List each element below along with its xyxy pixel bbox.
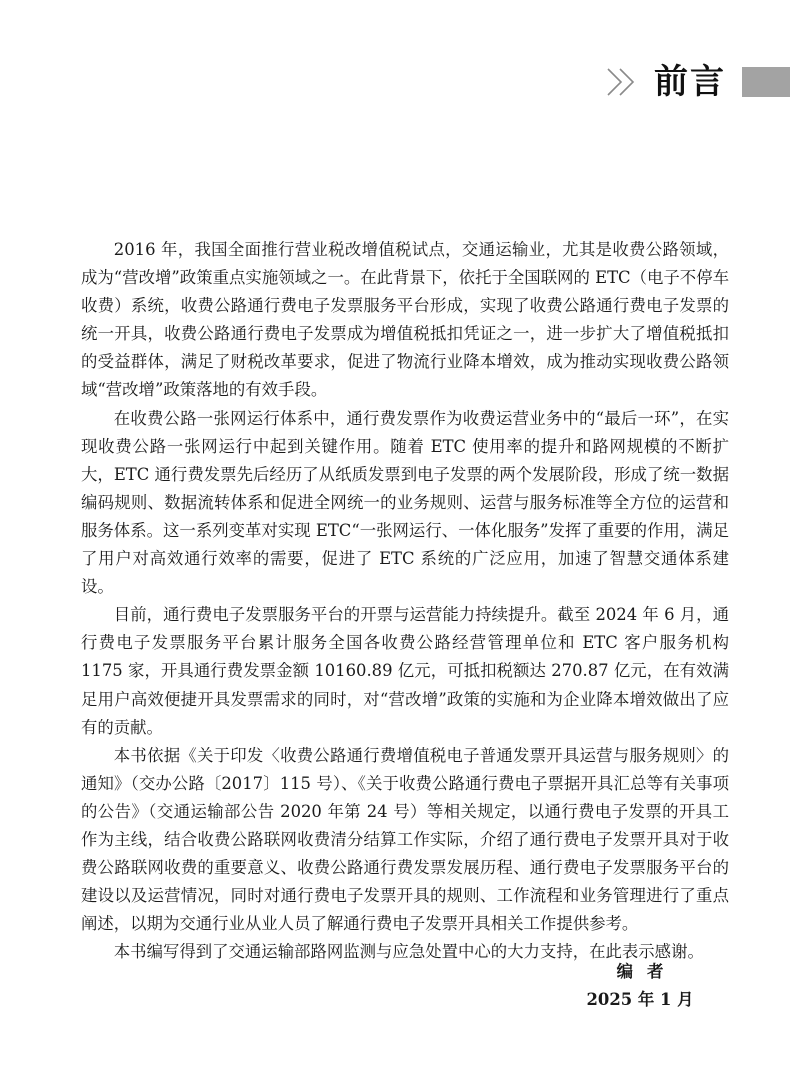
paragraph-2: 在收费公路一张网运行体系中，通行费发票作为收费运营业务中的“最后一环”，在实现收费公路一张网运行中起到关键作用。随着 ETC 使用率的提升和路网规模的不断扩大，ETC 通行费发票先后经历了从纸质发票到电子发票的两个发展阶段，形成了统一数据编码规则、数据流转体系和促进全网统一的业务规则、运营与服务标准等全方位的运营和服务体系。这一系列变革对实现 ETC“一张网运行、一体化服务”发挥了重要的作用，满足了用户对高效通行效率的需要，促进了 ETC 系统的广泛应用，加速了智慧交通体系建设。	[81, 408, 729, 597]
paragraph-5: 本书编写得到了交通运输部路网监测与应急处置中心的大力支持，在此表示感谢。	[113, 942, 704, 962]
double-chevron-icon	[604, 66, 644, 98]
signature-author: 编者	[616, 962, 678, 981]
page-title: 前言	[654, 62, 726, 102]
paragraph-1: 2016 年，我国全面推行营业税改增值税试点，交通运输业，尤其是收费公路领域，成为“营改增”政策重点实施领域之一。在此背景下，依托于全国联网的 ETC（电子不停车收费）系统，收费公路通行费电子发票服务平台形成，实现了收费公路通行费电子发票的统一开具，收费公路通行费电子发票成为增值税抵扣凭证之一，进一步扩大了增值税抵扣的受益群体，满足了财税改革要求，促进了物流行业降本增效，成为推动实现收费公路领域“营改增”政策落地的有效手段。	[81, 240, 729, 400]
paragraph-4: 本书依据《关于印发〈收费公路通行费增值税电子普通发票开具运营与服务规则〉的通知》（交办公路〔2017〕115 号）、《关于收费公路通行费电子票据开具汇总等有关事项的公告》（交通运输部公告 2020 年第 24 号）等相关规定，以通行费电子发票的开具工作为主线，结合收费公路联网收费清分结算工作实际，介绍了通行费电子发票开具对于收费公路联网收费的重要意义、收费公路通行费发票发展历程、通行费电子发票服务平台的建设以及运营情况，同时对通行费电子发票开具的规则、工作流程和业务管理进行了重点阐述，以期为交通行业从业人员了解通行费电子发票开具相关工作提供参考。	[81, 745, 729, 934]
header-gray-bar	[742, 67, 790, 97]
paragraph-3: 目前，通行费电子发票服务平台的开票与运营能力持续提升。截至 2024 年 6 月，通行费电子发票服务平台累计服务全国各收费公路经营管理单位和 ETC 客户服务机构 1175 家，开具通行费发票金额 10160.89 亿元，可抵扣税额达 270.87 亿元，在有效满足用户高效便捷开具发票需求的同时，对“营改增”政策的实施和为企业降本增效做出了应有的贡献。	[81, 605, 729, 737]
signature-block	[570, 958, 710, 1014]
signature-date: 2025 年 1 月	[586, 990, 694, 1009]
section-header	[604, 62, 790, 102]
preface-body	[81, 236, 729, 966]
